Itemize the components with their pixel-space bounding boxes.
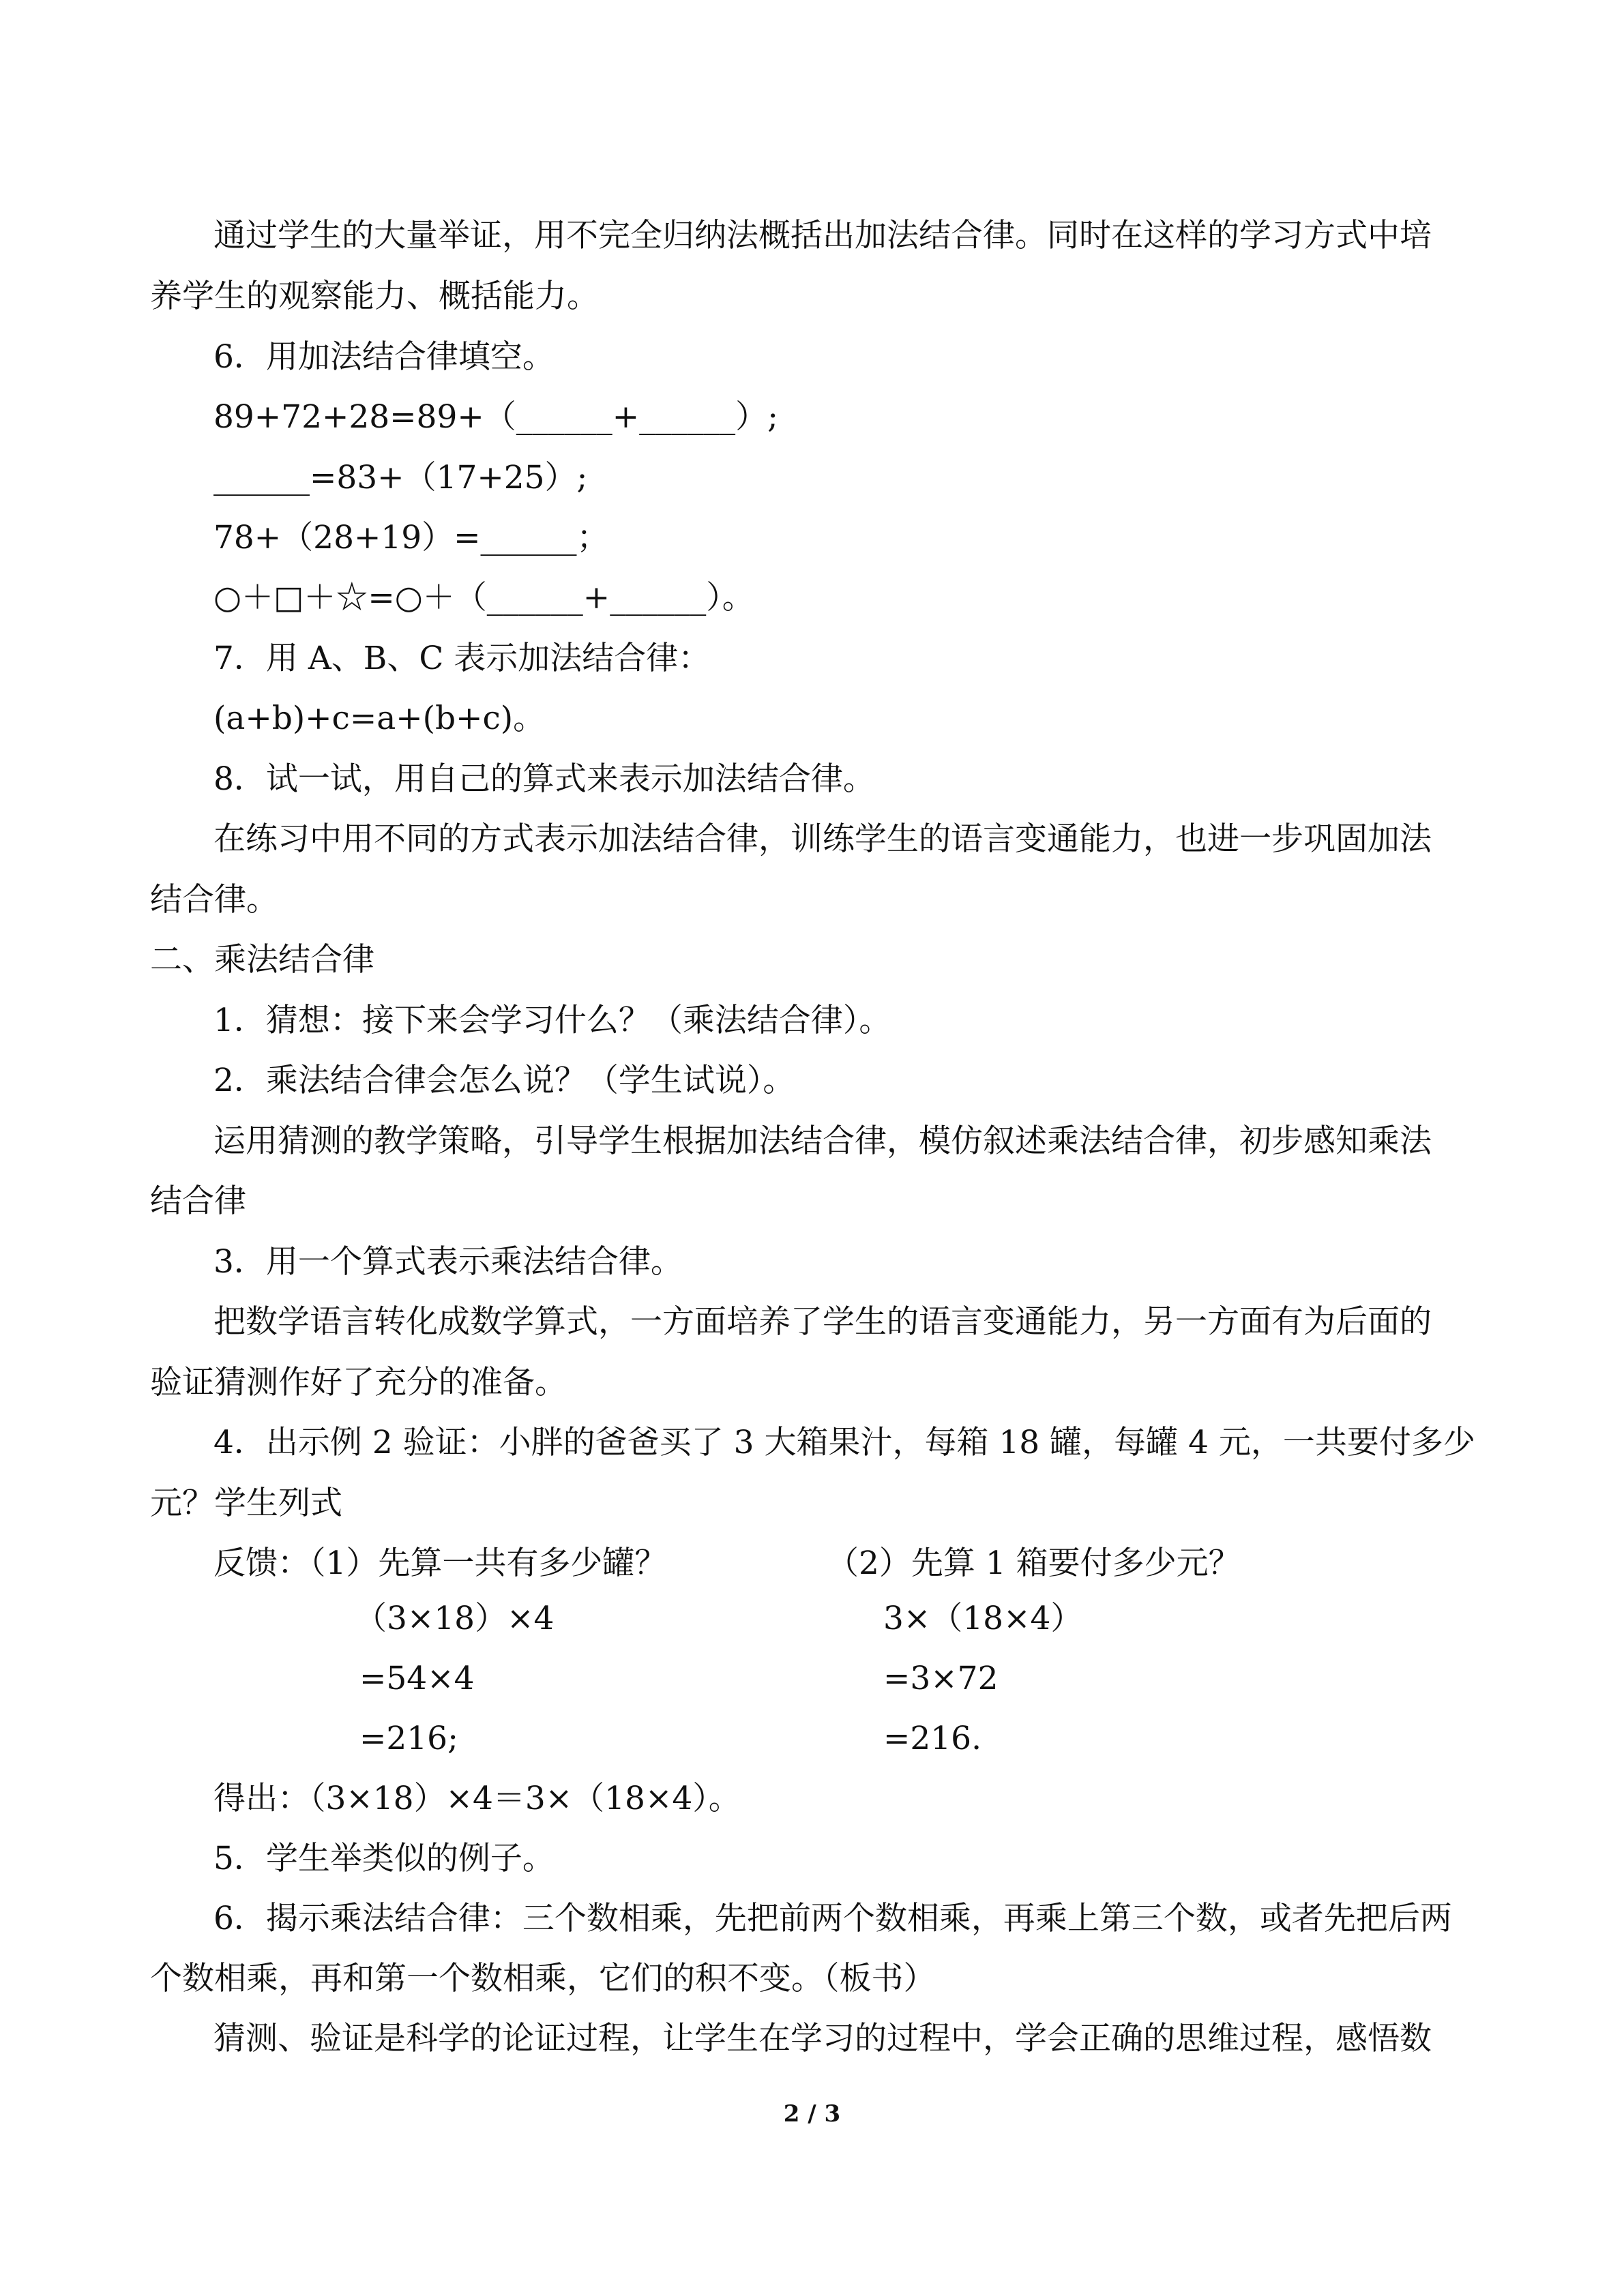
paragraph-line: 2．乘法结合律会怎么说？（学生试说）。 (213, 1062, 795, 1099)
right-calc-step: =3×72 (883, 1660, 999, 1697)
paragraph-line: 6．揭示乘法结合律：三个数相乘，先把前两个数相乘，再乘上第三个数，或者先把后两 (213, 1900, 1452, 1937)
left-calc-step: =54×4 (359, 1660, 475, 1697)
paragraph-line: 把数学语言转化成数学算式，一方面培养了学生的语言变通能力，另一方面有为后面的 (213, 1303, 1432, 1341)
paragraph-line: ______=83+（17+25）; (213, 459, 588, 496)
paragraph-line: 3．用一个算式表示乘法结合律。 (213, 1243, 683, 1281)
paragraph-line: 得出：（3×18）×4＝3×（18×4）。 (213, 1780, 741, 1817)
right-calc-step: =216. (883, 1720, 982, 1757)
paragraph-line: 89+72+28=89+（______+______）; (213, 398, 778, 436)
paragraph-line: ○＋□＋☆=○＋（______+______）。 (213, 579, 754, 616)
paragraph-line: 养学生的观察能力、概括能力。 (150, 278, 599, 315)
paragraph-line: 8．试一试，用自己的算式来表示加法结合律。 (213, 760, 875, 798)
paragraph-line: 7．用 A、B、C 表示加法结合律： (213, 640, 711, 677)
paragraph-line: 通过学生的大量举证，用不完全归纳法概括出加法结合律。同时在这样的学习方式中培 (213, 217, 1432, 254)
left-calc-step: （3×18）×4 (355, 1600, 555, 1637)
paragraph-line: 5．学生举类似的例子。 (213, 1840, 555, 1877)
paragraph-line: 元？学生列式 (150, 1485, 342, 1522)
paragraph-line: 结合律。 (150, 881, 278, 919)
paragraph-line: 猜测、验证是科学的论证过程，让学生在学习的过程中，学会正确的思维过程，感悟数 (213, 2020, 1432, 2057)
page-number: 2 / 3 (783, 2100, 841, 2128)
paragraph-line: 1．猜想：接下来会学习什么？（乘法结合律）。 (213, 1002, 891, 1039)
section-heading: 二、乘法结合律 (150, 941, 374, 979)
paragraph-line: 4．出示例 2 验证：小胖的爸爸买了 3 大箱果汁，每箱 18 罐，每罐 4 元，一共要付多少 (213, 1424, 1475, 1461)
paragraph-line: 个数相乘，再和第一个数相乘，它们的积不变。（板书） (150, 1960, 936, 1997)
right-calc-step: 3×（18×4） (883, 1600, 1083, 1637)
paragraph-line: 运用猜测的教学策略，引导学生根据加法结合律，模仿叙述乘法结合律，初步感知乘法 (213, 1122, 1432, 1160)
feedback-right-header: （2）先算 1 箱要付多少元？ (827, 1545, 1241, 1582)
paragraph-line: (a+b)+c=a+(b+c)。 (213, 700, 546, 737)
left-calc-step: =216; (359, 1720, 458, 1757)
paragraph-line: 6．用加法结合律填空。 (213, 338, 555, 376)
paragraph-line: 验证猜测作好了充分的准备。 (150, 1364, 567, 1401)
paragraph-line: 结合律 (150, 1182, 246, 1220)
paragraph-line: 78+（28+19）=______； (213, 519, 609, 556)
paragraph-line: 在练习中用不同的方式表示加法结合律，训练学生的语言变通能力，也进一步巩固加法 (213, 820, 1432, 858)
feedback-left-header: 反馈：（1）先算一共有多少罐？ (213, 1545, 667, 1582)
